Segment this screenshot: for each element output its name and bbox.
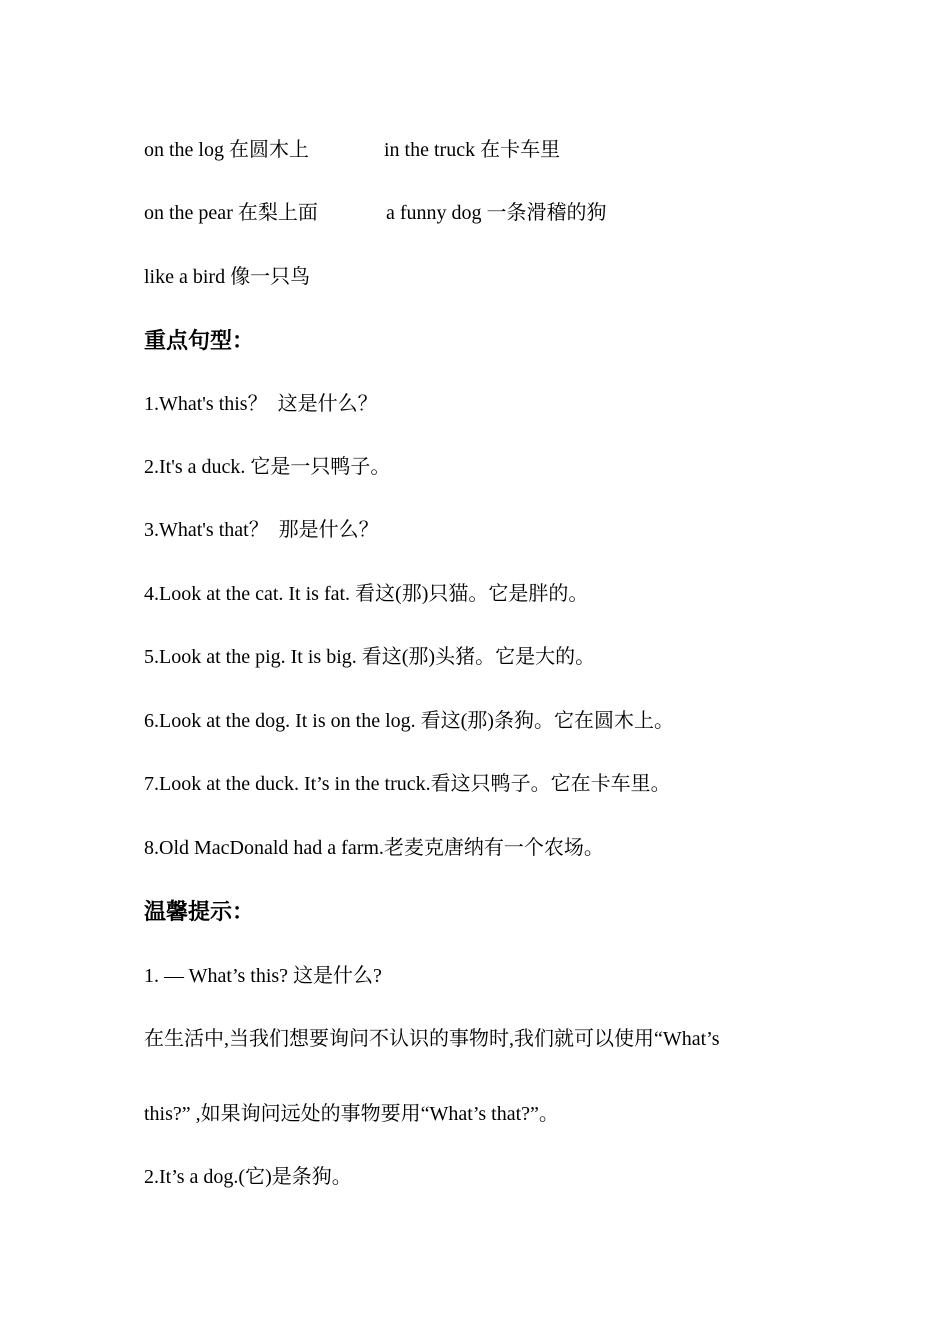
sentence-4: 4.Look at the cat. It is fat. 看这(那)只猫。它是胖的。 bbox=[144, 583, 589, 605]
sentence-8: 8.Old MacDonald had a farm.老麦克唐纳有一个农场。 bbox=[144, 837, 604, 859]
vocab-in-the-truck: in the truck 在卡车里 bbox=[384, 139, 561, 161]
sentence-7: 7.Look at the duck. It’s in the truck.看这只鸭子。它在卡车里。 bbox=[144, 773, 671, 795]
sentence-6: 6.Look at the dog. It is on the log. 看这(那)条狗。它在圆木上。 bbox=[144, 710, 674, 732]
sentence-1: 1.What's this？ 这是什么？ bbox=[144, 393, 378, 415]
tip-2-title: 2.It’s a dog.(它)是条狗。 bbox=[144, 1166, 352, 1188]
vocab-a-funny-dog: a funny dog 一条滑稽的狗 bbox=[386, 202, 607, 224]
sentence-5: 5.Look at the pig. It is big. 看这(那)头猪。它是大的。 bbox=[144, 646, 596, 668]
tip-1-text-line-1: 在生活中,当我们想要询问不认识的事物时,我们就可以使用“What’s bbox=[144, 1028, 720, 1050]
tip-1-title: 1. — What’s this? 这是什么? bbox=[144, 965, 382, 987]
vocab-on-the-pear: on the pear 在梨上面 bbox=[144, 202, 318, 224]
sentence-2: 2.It's a duck. 它是一只鸭子。 bbox=[144, 456, 391, 478]
vocab-like-a-bird: like a bird 像一只鸟 bbox=[144, 266, 311, 288]
tips-heading: 温馨提示： bbox=[144, 899, 255, 924]
sentence-3: 3.What's that？ 那是什么？ bbox=[144, 519, 379, 541]
key-sentences-heading: 重点句型： bbox=[144, 328, 255, 353]
tip-1-text-line-2: this?” ,如果询问远处的事物要用“What’s that?”。 bbox=[144, 1103, 559, 1125]
vocab-on-the-log: on the log 在圆木上 bbox=[144, 139, 309, 161]
